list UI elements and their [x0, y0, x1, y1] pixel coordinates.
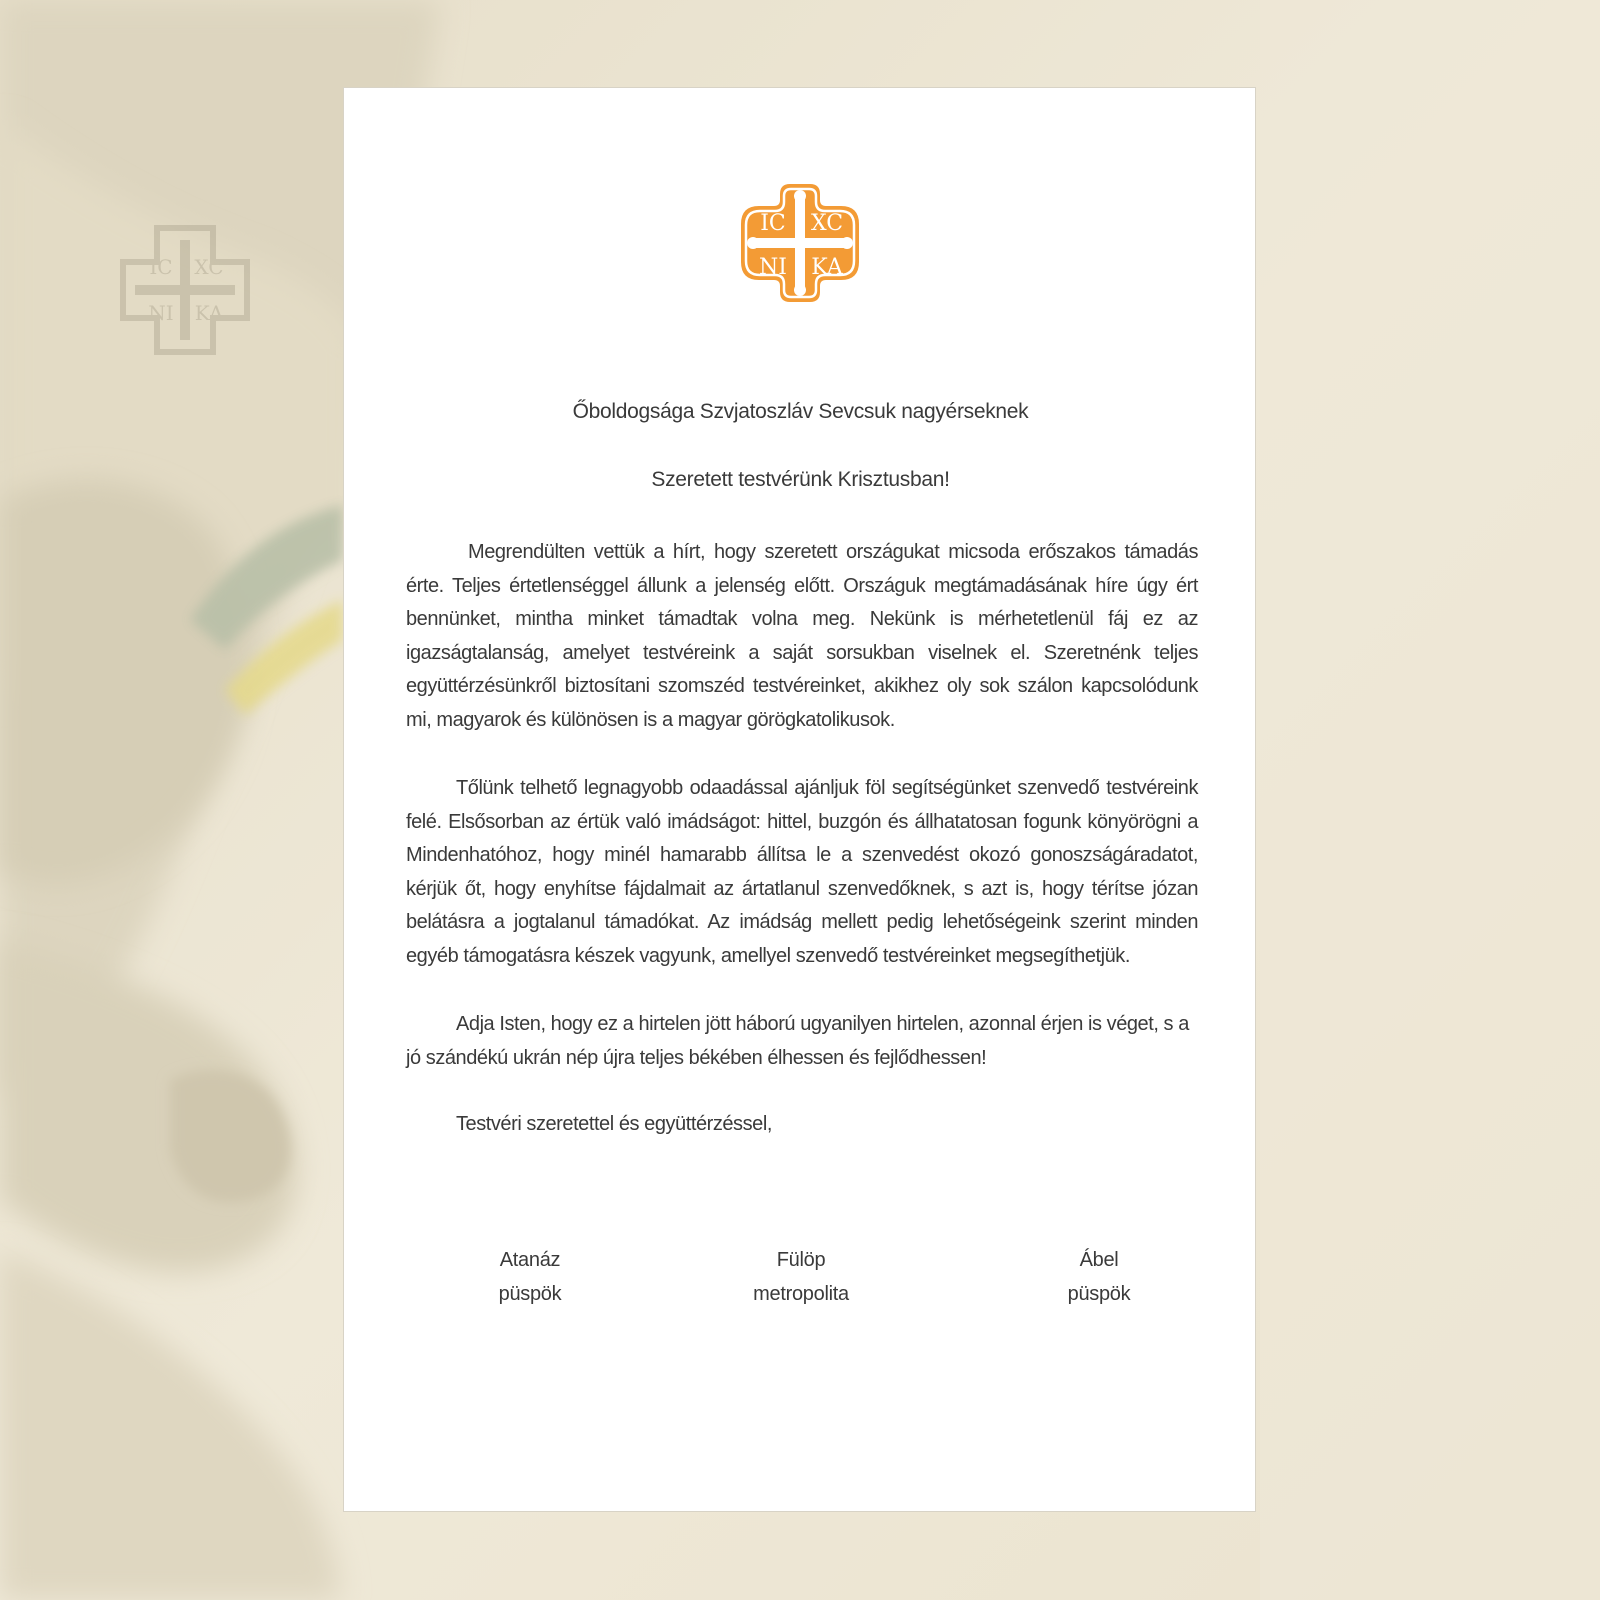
ic-xc-ni-ka-cross-icon: [737, 180, 863, 306]
closing-line: Testvéri szeretettel és együttérzéssel,: [456, 1113, 772, 1135]
signatory-name: Fülöp: [776, 1249, 826, 1271]
body-paragraph-3: Adja Isten, hogy ez a hirtelen jött háború ugyanilyen hirtelen, azonnal érjen is véget, s a jó szándékú ukrán nép újra teljes békében élhessen és fejlődhessen!: [406, 1013, 1189, 1069]
svg-text:IC: IC: [149, 255, 173, 279]
svg-text:NI: NI: [148, 301, 174, 325]
logo-letters-ni: NI: [759, 255, 787, 280]
addressee-line: Őboldogsága Szvjatoszláv Sevcsuk nagyérseknek: [572, 400, 1029, 423]
signatory-name: Atanáz: [499, 1249, 561, 1271]
greeting-line: Szeretett testvérünk Krisztusban!: [651, 468, 950, 491]
svg-text:KA: KA: [194, 301, 224, 325]
logo-letters-ic: IC: [760, 211, 786, 236]
logo-letters-ka: KA: [811, 255, 843, 280]
body-paragraph-2: Tőlünk telhető legnagyobb odaadással ajánljuk föl segítségünket szenvedő testvéreink felé. Elsősorban az értük való imádságot: hittel, buzgón és állhatatosan fogunk könyörögni a Mindenhatóhoz, hogy minél hamarabb állítsa le a szenvedést okozó gonoszságáradatot, kérjük őt, hogy enyhítse fájdalmait az ártatlanul szenvedőknek, s azt is, hogy térítse józan belátásra a jogtalanul támadókat. Az imádság mellett pedig lehetőségeink szerint minden egyéb támogatásra készek vagyunk, amellyel szenvedő testvéreinket megsegíthetjük.: [406, 777, 1198, 967]
signature-block-3: [999, 1243, 1199, 1311]
signature-block-1: [430, 1243, 630, 1311]
signature-block-2: [701, 1243, 901, 1311]
letter-page: [343, 87, 1256, 1512]
body-paragraph-1: Megrendülten vettük a hírt, hogy szeretett országukat micsoda erőszakos támadás érte. Teljes értetlenséggel állunk a jelenség előtt. Országuk megtámadásának híre úgy ért bennünket, mintha minket támadtak volna meg. Nekünk is mérhetetlenül fáj ez az igazságtalanság, amelyet testvéreink a saját sorsukban viselnek el. Szeretnénk teljes együttérzésünkről biztosítani szomszéd testvéreinket, akikhez oly sok szálon kapcsolódunk mi, magyarok és különösen is a magyar görögkatolikusok.: [406, 541, 1198, 731]
svg-text:XC: XC: [194, 255, 224, 279]
logo-letters-xc: XC: [810, 211, 844, 236]
signatory-title: püspök: [1067, 1283, 1131, 1305]
signatory-title: metropolita: [753, 1283, 849, 1305]
signatory-name: Ábel: [1079, 1249, 1119, 1271]
signatory-title: püspök: [498, 1283, 562, 1305]
